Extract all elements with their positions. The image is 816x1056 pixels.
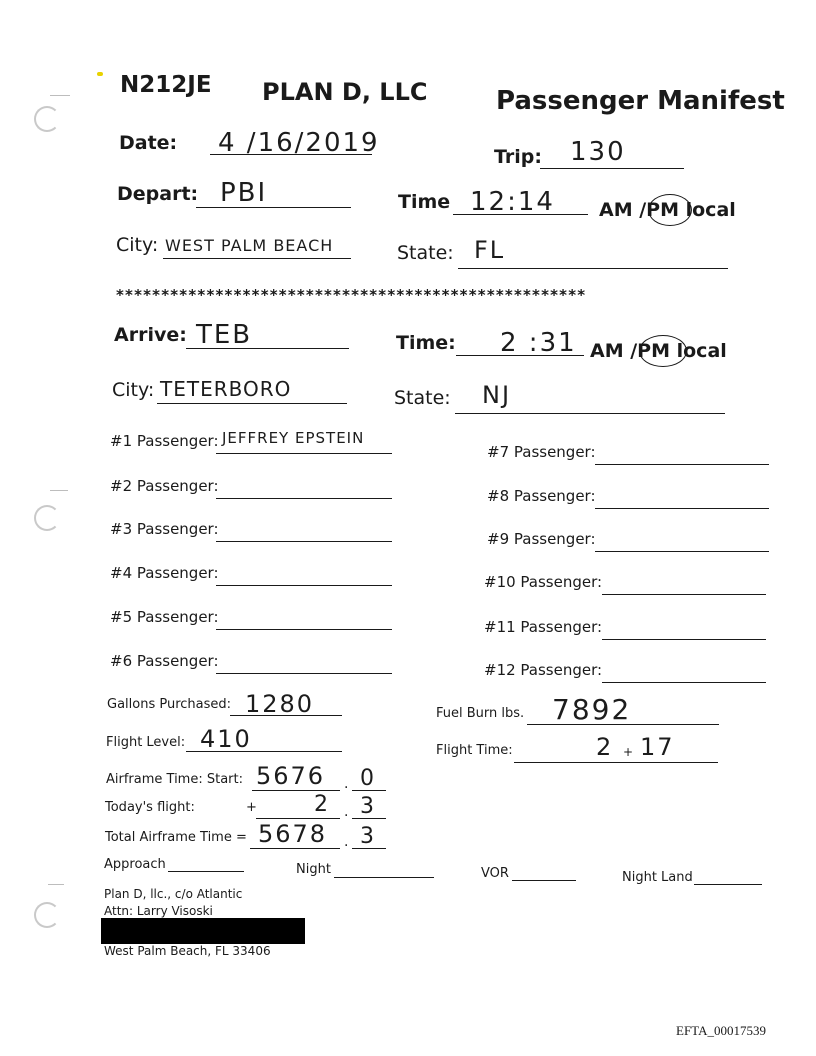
airframe-start-whole-underline: [252, 790, 340, 791]
vor-label: VOR: [481, 866, 509, 881]
passenger-underline: [216, 629, 392, 630]
fuel-burn-label: Fuel Burn lbs.: [436, 706, 525, 721]
arrive-time-value: 2 :31: [500, 328, 577, 358]
approach-underline: [168, 871, 244, 872]
total-airframe-tenth: 3: [360, 824, 376, 849]
flight-level-underline: [186, 751, 342, 752]
passenger-underline: [216, 585, 392, 586]
passenger-underline: [595, 551, 769, 552]
night-land-label: Night Land: [622, 870, 693, 885]
passenger-label: #1 Passenger:: [110, 432, 219, 450]
address-line-4: West Palm Beach, FL 33406: [104, 944, 271, 958]
flight-time-hours: 2: [596, 733, 614, 761]
binder-hole-middle: [34, 505, 60, 531]
depart-value: PBI: [220, 178, 268, 208]
arrive-time-label: Time:: [396, 332, 456, 354]
airframe-start-tenth: 0: [360, 766, 376, 791]
passenger-underline: [216, 541, 392, 542]
depart-label: Depart:: [117, 183, 199, 205]
today-flight-whole: 2: [314, 792, 330, 817]
arrive-state-underline: [455, 413, 725, 414]
today-flight-tenth-underline: [352, 818, 386, 819]
gallons-value: 1280: [245, 690, 315, 718]
flight-time-underline: [514, 762, 718, 763]
scan-mark: [48, 884, 64, 885]
airframe-start-whole: 5676: [256, 762, 326, 790]
approach-label: Approach: [104, 857, 166, 872]
flight-level-label: Flight Level:: [106, 735, 186, 750]
airframe-start-dot: .: [344, 776, 349, 792]
night-underline: [334, 877, 434, 878]
arrive-city-label: City:: [112, 379, 155, 401]
bates-number: EFTA_00017539: [676, 1023, 766, 1038]
passenger-label: #9 Passenger:: [487, 530, 596, 548]
night-label: Night: [296, 862, 331, 877]
passenger-label: #3 Passenger:: [110, 520, 219, 538]
gallons-underline: [230, 715, 342, 716]
total-airframe-dot: .: [344, 834, 349, 850]
address-line-2: Attn: Larry Visoski: [104, 904, 213, 918]
fuel-burn-value: 7892: [552, 693, 632, 726]
arrive-underline: [186, 348, 349, 349]
arrive-city-value: TETERBORO: [160, 377, 292, 401]
scan-mark: [50, 490, 68, 491]
passenger-label: #11 Passenger:: [484, 618, 603, 636]
fuel-burn-underline: [527, 724, 719, 725]
trip-value: 130: [570, 137, 626, 167]
passenger-underline: [602, 594, 766, 595]
redaction-bar: [101, 918, 305, 944]
date-value: 4 /16/2019: [218, 128, 380, 158]
today-flight-plus: +: [246, 800, 257, 815]
depart-ampm: AM /PM local: [599, 199, 736, 221]
airframe-start-tenth-underline: [352, 790, 386, 791]
passenger-label: #7 Passenger:: [487, 443, 596, 461]
gallons-label: Gallons Purchased:: [107, 697, 232, 712]
passenger-label: #5 Passenger:: [110, 608, 219, 626]
today-flight-label: Today's flight:: [105, 800, 195, 815]
passenger-label: #10 Passenger:: [484, 573, 603, 591]
trip-underline: [540, 168, 684, 169]
total-airframe-label: Total Airframe Time =: [105, 830, 247, 845]
depart-state-value: FL: [474, 236, 506, 264]
depart-pm-circle: [648, 194, 692, 226]
scan-mark: [50, 95, 70, 96]
date-label: Date:: [119, 132, 178, 154]
passenger-label: #6 Passenger:: [110, 652, 219, 670]
trip-label: Trip:: [494, 146, 542, 168]
arrive-pm-circle: [639, 335, 687, 367]
arrive-value: TEB: [196, 320, 253, 350]
page-title: Passenger Manifest: [496, 86, 785, 116]
passenger-label: #4 Passenger:: [110, 564, 219, 582]
depart-city-label: City:: [116, 234, 159, 256]
passenger-underline: [602, 639, 766, 640]
yellow-speck: [97, 72, 103, 76]
passenger-label: #12 Passenger:: [484, 661, 603, 679]
night-land-underline: [694, 884, 762, 885]
passenger-name: JEFFREY EPSTEIN: [222, 429, 365, 447]
flight-level-value: 410: [200, 725, 252, 753]
separator-asterisks: ****************************************************: [116, 286, 587, 304]
passenger-label: #8 Passenger:: [487, 487, 596, 505]
company-name: PLAN D, LLC: [262, 78, 428, 106]
arrive-city-underline: [157, 403, 347, 404]
arrive-state-value: NJ: [482, 381, 512, 409]
today-flight-whole-underline: [256, 818, 340, 819]
date-underline: [210, 154, 372, 155]
depart-time-underline: [453, 214, 588, 215]
depart-underline: [196, 207, 351, 208]
arrive-state-label: State:: [394, 387, 451, 409]
depart-city-value: WEST PALM BEACH: [165, 236, 334, 255]
airframe-start-label: Airframe Time: Start:: [106, 772, 243, 787]
binder-hole-bottom: [34, 902, 60, 928]
passenger-label: #2 Passenger:: [110, 477, 219, 495]
depart-time-value: 12:14: [470, 187, 555, 217]
passenger-underline: [216, 673, 392, 674]
passenger-underline: [216, 453, 392, 454]
depart-state-underline: [458, 268, 728, 269]
flight-time-label: Flight Time:: [436, 743, 513, 758]
total-airframe-whole: 5678: [258, 820, 328, 848]
total-airframe-tenth-underline: [352, 848, 386, 849]
binder-hole-top: [34, 106, 60, 132]
passenger-underline: [595, 464, 769, 465]
arrive-ampm: AM /PM local: [590, 340, 727, 362]
arrive-time-underline: [456, 355, 584, 356]
depart-state-label: State:: [397, 242, 454, 264]
passenger-underline: [602, 682, 766, 683]
today-flight-dot: .: [344, 804, 349, 820]
total-airframe-whole-underline: [250, 848, 340, 849]
vor-underline: [512, 880, 576, 881]
tail-number: N212JE: [120, 72, 212, 98]
depart-city-underline: [163, 258, 351, 259]
flight-time-minutes: 17: [640, 733, 675, 761]
passenger-underline: [216, 498, 392, 499]
today-flight-tenth: 3: [360, 794, 376, 819]
depart-time-label: Time: [398, 191, 451, 213]
flight-time-separator: +: [623, 745, 634, 759]
passenger-underline: [595, 508, 769, 509]
arrive-label: Arrive:: [114, 324, 187, 346]
address-line-1: Plan D, llc., c/o Atlantic: [104, 887, 243, 901]
